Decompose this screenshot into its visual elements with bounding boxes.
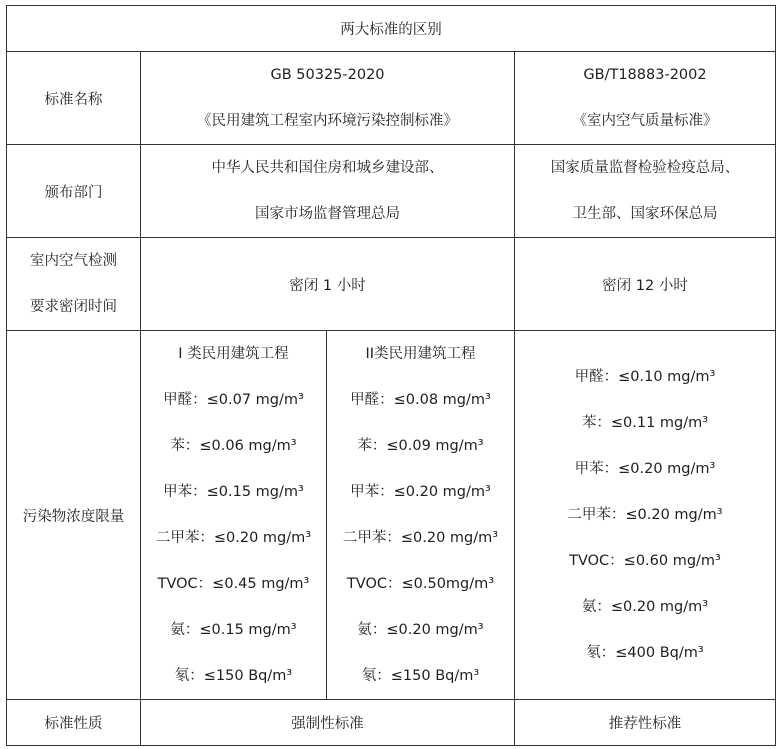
sealing-time-row [7,238,776,331]
sealing-label-line2: 要求密闭时间 [30,299,117,315]
gb-title: 《民用建筑工程室内环境污染控制标准》 [197,113,458,129]
gbt-limits-cell [515,331,776,700]
class1-item: 氨：≤0.15 mg/m³ [170,622,297,638]
row-label-limits: 污染物浓度限量 [7,331,141,700]
gbt-item: 二甲苯：≤0.20 mg/m³ [567,507,723,523]
class1-item: 甲苯：≤0.15 mg/m³ [163,484,304,500]
class1-item: 甲醛：≤0.07 mg/m³ [163,392,304,408]
gb-sealing-value: 密闭 1 小时 [141,238,515,331]
gb-issuer-cell [141,145,515,238]
class1-limits-cell [141,331,327,700]
gbt-issuer-line1: 国家质量监督检验检疫总局、 [550,160,740,176]
gbt-item: 甲苯：≤0.20 mg/m³ [574,461,716,477]
gbt-sealing-value: 密闭 12 小时 [515,238,776,331]
gbt-code: GB/T18883-2002 [583,67,707,83]
gb-nature-value: 强制性标准 [141,700,515,746]
class1-item: 氡：≤150 Bq/m³ [174,668,293,684]
issuer-row [7,145,776,238]
class2-item: 氨：≤0.20 mg/m³ [357,622,484,638]
class1-item: TVOC：≤0.45 mg/m³ [157,576,310,592]
class1-item: 二甲苯：≤0.20 mg/m³ [155,530,312,546]
class2-header: II类民用建筑工程 [365,346,476,362]
sealing-label-line1: 室内空气检测 [30,253,117,269]
gbt-title: 《室内空气质量标准》 [572,113,718,129]
standard-name-row [7,52,776,145]
comparison-table [6,5,776,746]
table-title: 两大标准的区别 [7,6,776,52]
gb-standard-name-cell [141,52,515,145]
limits-row [7,331,776,700]
title-row [7,6,776,52]
gb-issuer-line2: 国家市场监督管理总局 [255,206,400,222]
gbt-nature-value: 推荐性标准 [515,700,776,746]
class1-header: I 类民用建筑工程 [178,346,289,362]
gbt-item: 氡：≤400 Bq/m³ [586,645,704,661]
gbt-issuer-cell [515,145,776,238]
class2-limits-cell [327,331,515,700]
row-label-nature: 标准性质 [7,700,141,746]
gbt-standard-name-cell [515,52,776,145]
gb-code: GB 50325-2020 [270,67,385,83]
row-label-standard-name: 标准名称 [7,52,141,145]
gb-issuer-line1: 中华人民共和国住房和城乡建设部、 [211,160,444,176]
class2-item: 苯：≤0.09 mg/m³ [357,438,484,454]
row-label-issuer: 颁布部门 [7,145,141,238]
class2-item: TVOC：≤0.50mg/m³ [346,576,495,592]
nature-row [7,700,776,746]
gbt-issuer-line2: 卫生部、国家环保总局 [572,206,718,222]
gbt-item: 氨：≤0.20 mg/m³ [581,599,709,615]
gbt-item: TVOC：≤0.60 mg/m³ [569,553,721,569]
gbt-item: 甲醛：≤0.10 mg/m³ [574,369,716,385]
class2-item: 二甲苯：≤0.20 mg/m³ [342,530,499,546]
class1-item: 苯：≤0.06 mg/m³ [170,438,297,454]
class2-item: 甲苯：≤0.20 mg/m³ [350,484,491,500]
class2-item: 氡：≤150 Bq/m³ [361,668,480,684]
row-label-sealing-time [7,238,141,331]
gbt-item: 苯：≤0.11 mg/m³ [581,415,709,431]
class2-item: 甲醛：≤0.08 mg/m³ [350,392,491,408]
